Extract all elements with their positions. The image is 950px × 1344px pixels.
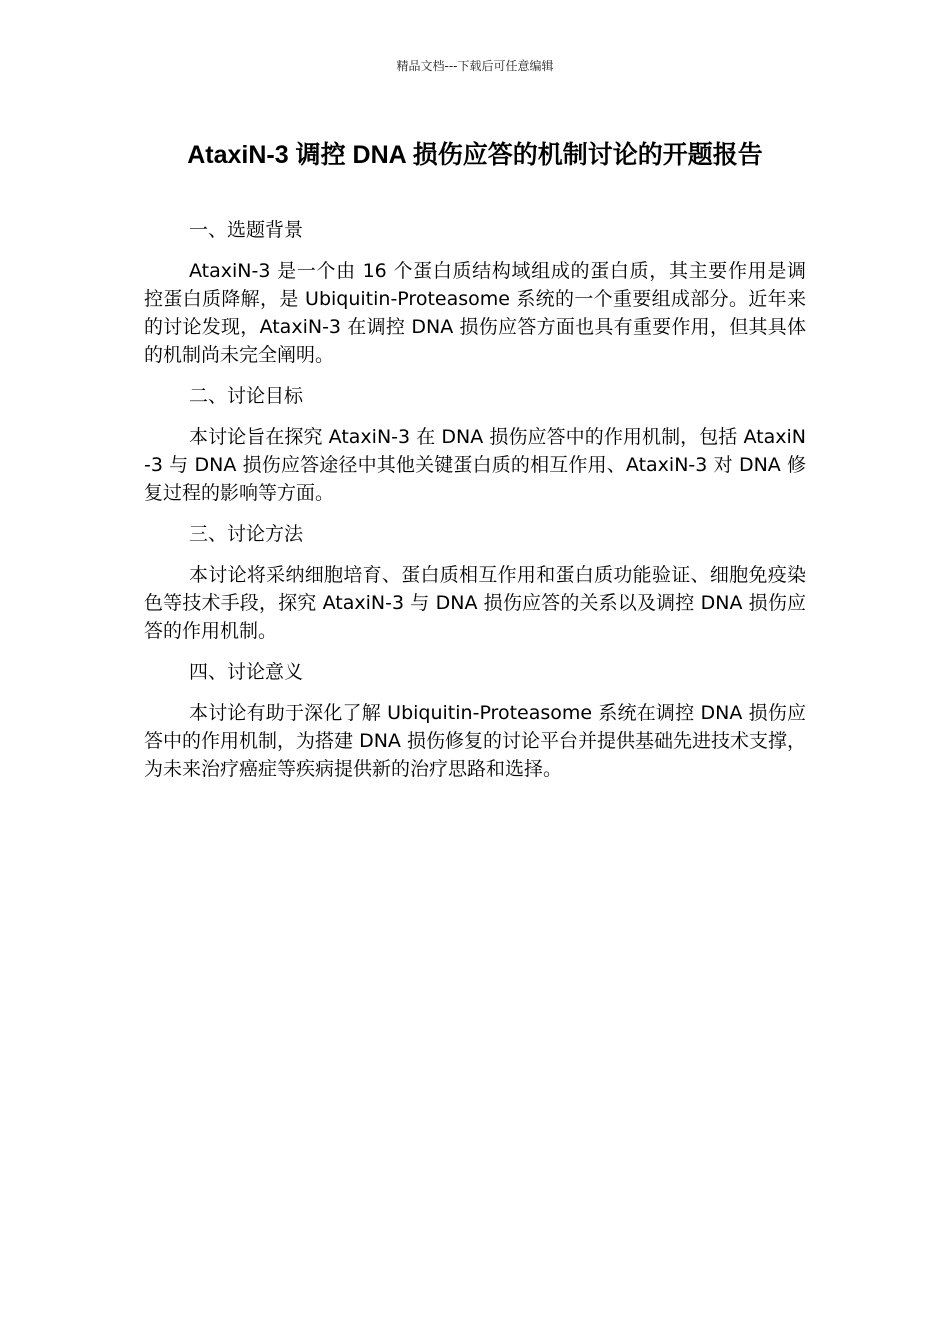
section-background — [144, 216, 806, 369]
section-heading: 二、讨论目标 — [189, 385, 304, 407]
section-heading: 三、讨论方法 — [189, 523, 304, 545]
section-paragraph: AtaxiN-3 是一个由 16 个蛋白质结构域组成的蛋白质，其主要作用是调控蛋白质降解，是 Ubiquitin-Proteasome 系统的一个重要组成部分。近年来的讨论发现，AtaxiN-3 在调控 DNA 损伤应答方面也具有重要作用，但其具体的机制尚未完全阐明。 — [144, 260, 806, 366]
document-title: AtaxiN-3 调控 DNA 损伤应答的机制讨论的开题报告 — [187, 141, 763, 169]
section-paragraph: 本讨论旨在探究 AtaxiN-3 在 DNA 损伤应答中的作用机制，包括 AtaxiN-3 与 DNA 损伤应答途径中其他关键蛋白质的相互作用、AtaxiN-3 对 DNA 修复过程的影响等方面。 — [144, 426, 806, 504]
document-body — [144, 216, 806, 796]
section-heading: 四、讨论意义 — [189, 661, 304, 683]
header-note: 精品文档---下载后可任意编辑 — [396, 59, 554, 73]
section-paragraph: 本讨论有助于深化了解 Ubiquitin-Proteasome 系统在调控 DNA 损伤应答中的作用机制，为搭建 DNA 损伤修复的讨论平台并提供基础先进技术支撑，为未来治疗癌症等疾病提供新的治疗思路和选择。 — [144, 702, 806, 780]
section-methods — [144, 520, 806, 645]
section-heading: 一、选题背景 — [189, 219, 304, 241]
section-objectives — [144, 382, 806, 507]
section-paragraph: 本讨论将采纳细胞培育、蛋白质相互作用和蛋白质功能验证、细胞免疫染色等技术手段，探究 AtaxiN-3 与 DNA 损伤应答的关系以及调控 DNA 损伤应答的作用机制。 — [144, 564, 806, 642]
section-significance — [144, 658, 806, 783]
